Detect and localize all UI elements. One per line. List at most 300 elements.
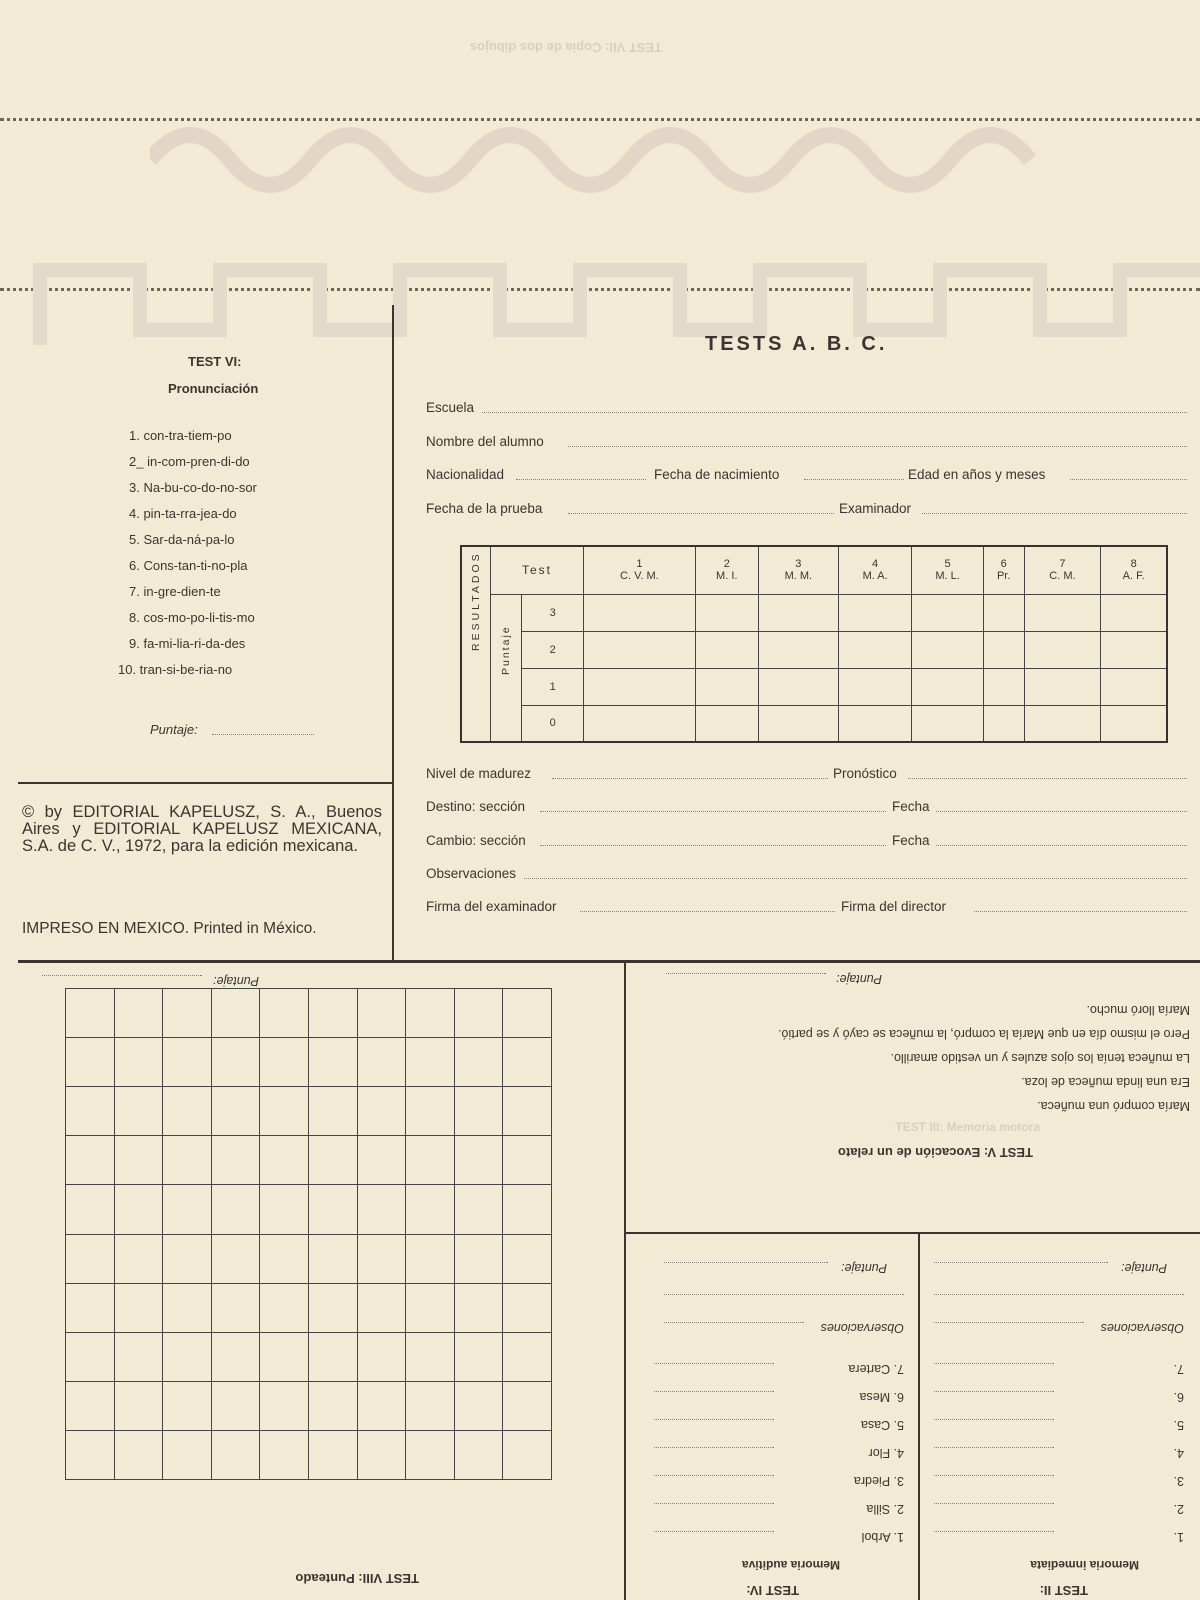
cell[interactable] (912, 594, 984, 631)
list-item (654, 1348, 904, 1376)
table-row (461, 631, 1167, 668)
list-item (654, 1404, 904, 1432)
cell[interactable] (1024, 631, 1101, 668)
list-item-label: 4. Flor (868, 1446, 904, 1460)
col-code-7: C. M. (1049, 570, 1076, 583)
test5-lines (778, 994, 1190, 1114)
grid-row (66, 1136, 552, 1185)
grid-cell[interactable] (406, 1332, 455, 1381)
test6-item: 1. con-tra-tiem-po (129, 428, 232, 443)
test4-observaciones-line-2[interactable] (664, 1294, 904, 1295)
grid-cell[interactable] (454, 1087, 503, 1136)
list-item-line[interactable] (934, 1447, 1054, 1448)
test4-observaciones-label: Observaciones (820, 1321, 904, 1335)
test4-panel (626, 1234, 918, 1600)
col-code-4: M. A. (862, 570, 888, 583)
cell[interactable] (584, 594, 696, 631)
test6-item: 6. Cons-tan-ti-no-pla (129, 558, 248, 573)
grid-cell[interactable] (309, 1087, 358, 1136)
resultados-label: RESULTADOS (470, 551, 482, 651)
grid-cell[interactable] (163, 989, 212, 1038)
grid-cell[interactable] (357, 1185, 406, 1234)
test5-title: TEST V: Evocación de un relato (837, 1145, 1033, 1160)
grid-cell[interactable] (211, 1430, 260, 1479)
grid-cell[interactable] (309, 989, 358, 1038)
grid-cell[interactable] (66, 1381, 115, 1430)
pronostico-label: Pronóstico (833, 766, 897, 781)
grid-cell[interactable] (357, 1381, 406, 1430)
list-item-label: 5. (1173, 1418, 1184, 1432)
test2-puntaje-line[interactable] (934, 1262, 1108, 1263)
test6-title: TEST VI: (188, 354, 242, 369)
grid-cell[interactable] (309, 1185, 358, 1234)
grid-cell[interactable] (66, 1087, 115, 1136)
grid-cell[interactable] (66, 1185, 115, 1234)
grid-cell[interactable] (454, 1283, 503, 1332)
cell[interactable] (695, 594, 758, 631)
firma-examinador-label: Firma del examinador (426, 899, 557, 914)
grid-cell[interactable] (503, 1283, 552, 1332)
examinador-label: Examinador (839, 501, 912, 516)
grid-cell[interactable] (163, 1038, 212, 1087)
grid-cell[interactable] (66, 1283, 115, 1332)
list-item-line[interactable] (654, 1363, 774, 1364)
fecha-nacimiento-field[interactable] (804, 479, 904, 480)
firma-director-label: Firma del director (841, 899, 947, 914)
table-row (461, 594, 1167, 631)
test2-observaciones-label: Observaciones (1100, 1321, 1184, 1335)
test6-item: 10. tran-si-be-ria-no (118, 662, 233, 677)
grid-cell[interactable] (309, 1038, 358, 1087)
edad-field[interactable] (1070, 479, 1187, 480)
cambio-field[interactable] (540, 845, 886, 846)
score-0: 0 (549, 717, 556, 730)
grid-cell[interactable] (260, 1332, 309, 1381)
col-code-3: M. M. (784, 570, 813, 583)
grid-cell[interactable] (503, 1381, 552, 1430)
table-row (461, 668, 1167, 705)
grid-cell[interactable] (357, 1430, 406, 1479)
test8-grid[interactable] (65, 988, 552, 1480)
grid-cell[interactable] (163, 1381, 212, 1430)
score-1: 1 (549, 680, 556, 693)
grid-cell[interactable] (114, 989, 163, 1038)
list-item-label: 3. (1173, 1474, 1184, 1488)
list-item (654, 1460, 904, 1488)
test6-item: 2_ in-com-pren-di-do (129, 454, 250, 469)
test6-subtitle: Pronunciación (168, 381, 259, 396)
grid-row (66, 1234, 552, 1283)
list-item-line[interactable] (654, 1531, 774, 1532)
grid-cell[interactable] (211, 1185, 260, 1234)
cell[interactable] (695, 705, 758, 742)
fecha2-field[interactable] (936, 845, 1187, 846)
nacionalidad-label: Nacionalidad (426, 467, 505, 482)
fecha1-label: Fecha (892, 799, 930, 814)
test6-item: 7. in-gre-dien-te (129, 584, 221, 599)
grid-cell[interactable] (454, 1185, 503, 1234)
grid-cell[interactable] (260, 1430, 309, 1479)
examinador-field[interactable] (922, 513, 1187, 514)
nivel-label: Nivel de madurez (426, 766, 532, 781)
fecha-prueba-label: Fecha de la prueba (426, 501, 543, 516)
col-code-2: M. I. (716, 570, 738, 583)
grid-cell[interactable] (260, 1087, 309, 1136)
list-item (934, 1432, 1184, 1460)
grid-row (66, 1430, 552, 1479)
list-item-label: 2. (1173, 1502, 1184, 1516)
grid-cell[interactable] (114, 1283, 163, 1332)
fecha2-label: Fecha (892, 833, 930, 848)
col-num-1: 1 (636, 558, 643, 571)
col-code-1: C. V. M. (620, 570, 659, 583)
grid-cell[interactable] (454, 1332, 503, 1381)
escuela-label: Escuela (426, 400, 475, 415)
printed-text: IMPRESO EN MEXICO. Printed in México. (22, 920, 317, 937)
list-item-line[interactable] (654, 1475, 774, 1476)
grid-cell[interactable] (114, 1234, 163, 1283)
grid-row (66, 1038, 552, 1087)
list-item-line[interactable] (654, 1503, 774, 1504)
grid-cell[interactable] (357, 1234, 406, 1283)
grid-cell[interactable] (114, 1087, 163, 1136)
cell[interactable] (912, 631, 984, 668)
grid-cell[interactable] (260, 1185, 309, 1234)
grid-cell[interactable] (211, 1087, 260, 1136)
cell[interactable] (1024, 594, 1101, 631)
grid-cell[interactable] (163, 1332, 212, 1381)
grid-cell[interactable] (163, 1087, 212, 1136)
col-num-2: 2 (723, 558, 730, 571)
score-2-cell (522, 631, 584, 668)
list-item-label: 7. Cartera (848, 1362, 904, 1376)
list-item-label: 6. (1173, 1390, 1184, 1404)
test2-observaciones-line[interactable] (934, 1322, 1084, 1323)
grid-cell[interactable] (309, 1234, 358, 1283)
test2-panel (920, 1234, 1200, 1600)
firma-examinador-field[interactable] (580, 911, 835, 912)
grid-cell[interactable] (406, 1381, 455, 1430)
cell[interactable] (912, 705, 984, 742)
cell[interactable] (1101, 594, 1167, 631)
cell[interactable] (695, 668, 758, 705)
test2-puntaje-label: Puntaje: (1121, 1261, 1167, 1275)
page-title: TESTS A. B. C. (705, 333, 888, 355)
grid-cell[interactable] (163, 1136, 212, 1185)
test6-puntaje-line[interactable] (212, 734, 314, 735)
grid-cell[interactable] (454, 1136, 503, 1185)
cell[interactable] (912, 668, 984, 705)
grid-cell[interactable] (163, 1185, 212, 1234)
col-num-7: 7 (1059, 558, 1066, 571)
fecha-nacimiento-label: Fecha de nacimiento (654, 467, 780, 482)
grid-cell[interactable] (309, 1381, 358, 1430)
list-item (934, 1404, 1184, 1432)
col-num-3: 3 (795, 558, 802, 571)
cell[interactable] (758, 705, 838, 742)
grid-cell[interactable] (503, 1430, 552, 1479)
grid-cell[interactable] (66, 1038, 115, 1087)
grid-cell[interactable] (114, 1136, 163, 1185)
ghost-test7-title: TEST VII: Copia de dos dibujos (470, 40, 663, 55)
list-item (934, 1348, 1184, 1376)
test8-puntaje-label: Puntaje: (213, 974, 259, 988)
cell[interactable] (983, 705, 1024, 742)
cell[interactable] (1024, 668, 1101, 705)
list-item (654, 1376, 904, 1404)
cell[interactable] (983, 594, 1024, 631)
cell[interactable] (584, 705, 696, 742)
pronostico-field[interactable] (908, 778, 1187, 779)
grid-cell[interactable] (309, 1136, 358, 1185)
test6-item: 5. Sar-da-ná-pa-lo (129, 532, 235, 547)
table-row (461, 705, 1167, 742)
grid-cell[interactable] (454, 1038, 503, 1087)
copyright-text: © by EDITORIAL KAPELUSZ, S. A., Buenos Aires y EDITORIAL KAPELUSZ MEXICANA, S.A. de C. V., 1972, para la edición mexicana. (22, 803, 382, 855)
list-item (654, 1516, 904, 1544)
list-item (934, 1460, 1184, 1488)
list-item-label: 5. Casa (860, 1418, 904, 1432)
grid-cell[interactable] (454, 989, 503, 1038)
grid-cell[interactable] (211, 989, 260, 1038)
test8-panel (0, 962, 624, 1600)
list-item-label: 7. (1173, 1362, 1184, 1376)
col-header-6 (983, 546, 1024, 594)
list-item-label: 1. (1173, 1530, 1184, 1544)
list-item-line[interactable] (934, 1391, 1054, 1392)
grid-cell[interactable] (260, 1038, 309, 1087)
grid-cell[interactable] (357, 1332, 406, 1381)
destino-label: Destino: sección (426, 799, 526, 814)
test5-line: María lloró mucho. (1086, 1003, 1190, 1017)
nacionalidad-field[interactable] (516, 479, 646, 480)
grid-cell[interactable] (357, 1283, 406, 1332)
results-table (460, 545, 1168, 743)
left-vertical-divider (392, 305, 394, 960)
puntaje-label: Puntaje (500, 625, 513, 675)
grid-cell[interactable] (211, 1038, 260, 1087)
nivel-field[interactable] (552, 778, 828, 779)
test4-observaciones-line[interactable] (664, 1322, 804, 1323)
grid-cell[interactable] (211, 1283, 260, 1332)
grid-cell[interactable] (309, 1283, 358, 1332)
grid-cell[interactable] (309, 1430, 358, 1479)
cell[interactable] (1101, 668, 1167, 705)
fecha-prueba-field[interactable] (568, 513, 834, 514)
grid-cell[interactable] (503, 1332, 552, 1381)
list-item-label: 4. (1173, 1446, 1184, 1460)
list-item-line[interactable] (934, 1363, 1054, 1364)
test5-line: La muñeca tenía los ojos azules y un vestido amarillo. (890, 1051, 1190, 1065)
grid-cell[interactable] (503, 1234, 552, 1283)
list-item (934, 1516, 1184, 1544)
cell[interactable] (758, 594, 838, 631)
cell[interactable] (584, 668, 696, 705)
test6-item: 8. cos-mo-po-li-tis-mo (129, 610, 255, 625)
cell[interactable] (838, 631, 911, 668)
test-header-label: Test (521, 563, 552, 578)
test6-item: 9. fa-mi-lia-ri-da-des (129, 636, 246, 651)
grid-cell[interactable] (406, 989, 455, 1038)
cell[interactable] (1101, 705, 1167, 742)
grid-cell[interactable] (163, 1430, 212, 1479)
list-item (934, 1488, 1184, 1516)
grid-cell[interactable] (406, 1430, 455, 1479)
observaciones-label: Observaciones (426, 866, 517, 881)
list-item-label: 1. Arbol (861, 1530, 904, 1544)
grid-cell[interactable] (406, 1136, 455, 1185)
col-num-6: 6 (1000, 558, 1007, 571)
grid-cell[interactable] (503, 1038, 552, 1087)
test5-line: Pero el mismo día en que María la compró, la muñeca se cayó y se partió. (778, 1027, 1190, 1041)
test6-puntaje-label: Puntaje: (150, 722, 198, 737)
list-item-line[interactable] (934, 1475, 1054, 1476)
grid-cell[interactable] (66, 989, 115, 1038)
firma-director-field[interactable] (974, 911, 1187, 912)
nombre-label: Nombre del alumno (426, 434, 544, 449)
grid-cell[interactable] (211, 1234, 260, 1283)
grid-row (66, 1332, 552, 1381)
grid-cell[interactable] (211, 1332, 260, 1381)
grid-cell[interactable] (211, 1136, 260, 1185)
grid-cell[interactable] (406, 1234, 455, 1283)
cell[interactable] (838, 705, 911, 742)
grid-cell[interactable] (503, 1185, 552, 1234)
list-item (934, 1376, 1184, 1404)
col-code-8: A. F. (1122, 570, 1145, 583)
score-3-cell (522, 594, 584, 631)
grid-cell[interactable] (454, 1430, 503, 1479)
grid-cell[interactable] (357, 1087, 406, 1136)
list-item-line[interactable] (654, 1447, 774, 1448)
grid-cell[interactable] (309, 1332, 358, 1381)
test4-items (654, 1348, 904, 1544)
cell[interactable] (1024, 705, 1101, 742)
grid-cell[interactable] (406, 1283, 455, 1332)
grid-cell[interactable] (406, 1038, 455, 1087)
test5-line: Era una linda muñeca de loza. (1021, 1075, 1190, 1089)
list-item (654, 1488, 904, 1516)
col-num-8: 8 (1130, 558, 1137, 571)
grid-cell[interactable] (114, 1430, 163, 1479)
test2-subtitle: Memoria inmediata (1030, 1558, 1139, 1572)
cell[interactable] (758, 631, 838, 668)
col-header-7 (1024, 546, 1101, 594)
grid-cell[interactable] (260, 1136, 309, 1185)
list-item-line[interactable] (934, 1531, 1054, 1532)
list-item-line[interactable] (934, 1419, 1054, 1420)
test4-puntaje-label: Puntaje: (841, 1261, 887, 1275)
list-item-label: 3. Piedra (853, 1474, 904, 1488)
copyright-top-rule (18, 782, 392, 784)
ghost-wave-drawing (150, 120, 1050, 200)
ghost-test3-title: TEST III: Memoria motora (895, 1120, 1040, 1134)
grid-row (66, 1283, 552, 1332)
grid-cell[interactable] (66, 1430, 115, 1479)
score-0-cell (522, 705, 584, 742)
grid-cell[interactable] (357, 1038, 406, 1087)
grid-cell[interactable] (66, 1136, 115, 1185)
score-2: 2 (549, 643, 556, 656)
list-item-label: 6. Mesa (859, 1390, 904, 1404)
grid-cell[interactable] (66, 1234, 115, 1283)
list-item (654, 1432, 904, 1460)
escuela-field[interactable] (482, 412, 1187, 413)
cell[interactable] (838, 594, 911, 631)
test2-observaciones-line-2[interactable] (934, 1294, 1184, 1295)
grid-cell[interactable] (503, 1136, 552, 1185)
grid-cell[interactable] (211, 1381, 260, 1430)
test5-puntaje-line[interactable] (666, 973, 826, 974)
destino-field[interactable] (540, 811, 886, 812)
col-code-6: Pr. (996, 570, 1011, 583)
test8-title: TEST VIII: Punteado (295, 1571, 419, 1586)
list-item-line[interactable] (654, 1391, 774, 1392)
grid-cell[interactable] (406, 1087, 455, 1136)
observaciones-field[interactable] (524, 878, 1187, 879)
col-header-2 (695, 546, 758, 594)
fecha1-field[interactable] (936, 811, 1187, 812)
grid-cell[interactable] (114, 1185, 163, 1234)
cell[interactable] (1101, 631, 1167, 668)
grid-cell[interactable] (114, 1381, 163, 1430)
grid-cell[interactable] (114, 1332, 163, 1381)
grid-cell[interactable] (454, 1234, 503, 1283)
list-item-line[interactable] (934, 1503, 1054, 1504)
grid-cell[interactable] (260, 989, 309, 1038)
score-1-cell (522, 668, 584, 705)
col-header-5 (912, 546, 984, 594)
grid-cell[interactable] (357, 989, 406, 1038)
test6-items (118, 428, 257, 688)
cell[interactable] (838, 668, 911, 705)
col-header-3 (758, 546, 838, 594)
grid-cell[interactable] (503, 989, 552, 1038)
grid-cell[interactable] (503, 1087, 552, 1136)
cell[interactable] (695, 631, 758, 668)
test5-line: María compró una muñeca. (1037, 1099, 1190, 1113)
grid-cell[interactable] (260, 1381, 309, 1430)
grid-cell[interactable] (260, 1283, 309, 1332)
cell[interactable] (584, 631, 696, 668)
score-3: 3 (549, 606, 556, 619)
cell[interactable] (983, 668, 1024, 705)
grid-cell[interactable] (406, 1185, 455, 1234)
test6-item: 3. Na-bu-co-do-no-sor (129, 480, 257, 495)
grid-row (66, 1185, 552, 1234)
grid-cell[interactable] (260, 1234, 309, 1283)
grid-cell[interactable] (163, 1283, 212, 1332)
nombre-field[interactable] (568, 446, 1187, 447)
test8-puntaje-line[interactable] (42, 975, 202, 976)
test2-title: TEST II: (1039, 1583, 1088, 1598)
col-code-5: M. L. (935, 570, 960, 583)
col-num-5: 5 (944, 558, 951, 571)
col-header-8 (1101, 546, 1167, 594)
cell[interactable] (983, 631, 1024, 668)
grid-row (66, 1087, 552, 1136)
grid-cell[interactable] (454, 1381, 503, 1430)
test6-item: 4. pin-ta-rra-jea-do (129, 506, 237, 521)
cell[interactable] (758, 668, 838, 705)
test4-puntaje-line[interactable] (664, 1262, 828, 1263)
test4-title: TEST IV: (746, 1583, 799, 1598)
list-item-line[interactable] (654, 1419, 774, 1420)
grid-cell[interactable] (66, 1332, 115, 1381)
grid-cell[interactable] (357, 1136, 406, 1185)
grid-cell[interactable] (163, 1234, 212, 1283)
grid-cell[interactable] (114, 1038, 163, 1087)
